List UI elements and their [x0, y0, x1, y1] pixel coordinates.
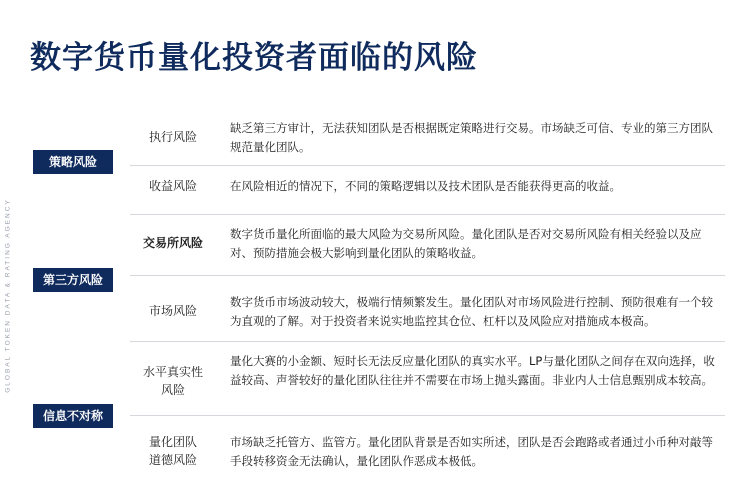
row-desc-capability-authenticity-risk: 量化大赛的小金额、短时长无法反应量化团队的真实水平。LP与量化团队之间存在双向选择，收益较高、声誉较好的量化团队往往并不需要在市场上抛头露面。非业内人士信息甄别成本较高。	[230, 354, 715, 387]
row-label-line: 道德风险	[148, 453, 197, 467]
row-divider	[130, 275, 725, 276]
row-label-moral-hazard-risk	[130, 433, 216, 469]
row-label-market-risk: 市场风险	[148, 304, 197, 318]
row-label-exchange-risk: 交易所风险	[142, 236, 203, 250]
row-label-capability-authenticity-risk	[130, 363, 216, 399]
row-divider	[130, 165, 725, 166]
row-desc-return-risk: 在风险相近的情况下，不同的策略逻辑以及技术团队是否能获得更高的收益。	[230, 179, 621, 193]
row-label-line: 水平真实性	[142, 365, 203, 379]
row-label-return-risk: 收益风险	[148, 179, 197, 193]
row-desc-exchange-risk: 数字货币量化所面临的最大风险为交易所风险。量化团队是否对交易所风险有相关经验以及应对、预防措施会极大影响到量化团队的策略收益。	[230, 227, 702, 260]
row-desc-execution-risk: 缺乏第三方审计，无法获知团队是否根据既定策略进行交易。市场缺乏可信、专业的第三方团队规范量化团队。	[230, 121, 713, 154]
category-third-party-risk: 第三方风险	[33, 268, 113, 292]
row-label-line: 量化团队	[148, 435, 197, 449]
row-desc-market-risk: 数字货币市场波动较大，极端行情频繁发生。量化团队对市场风险进行控制、预防很难有一个较为直观的了解。对于投资者来说实地监控其仓位、杠杆以及风险应对措施成本极高。	[230, 295, 713, 328]
row-label-line: 风险	[160, 383, 185, 397]
row-divider	[130, 214, 725, 215]
category-information-asymmetry: 信息不对称	[33, 404, 113, 428]
side-watermark-text: GLOBAL TOKEN DATA & RATING AGENCY	[4, 198, 12, 393]
row-divider	[130, 341, 725, 342]
row-divider	[130, 415, 725, 416]
row-desc-moral-hazard-risk: 市场缺乏托管方、监管方。量化团队背景是否如实所述，团队是否会跑路或者通过小币种对敲等手段转移资金无法确认，量化团队作恶成本极低。	[230, 435, 713, 468]
row-label-execution-risk: 执行风险	[148, 130, 197, 144]
page-title: 数字货币量化投资者面临的风险	[30, 40, 478, 76]
category-strategy-risk: 策略风险	[33, 150, 113, 174]
